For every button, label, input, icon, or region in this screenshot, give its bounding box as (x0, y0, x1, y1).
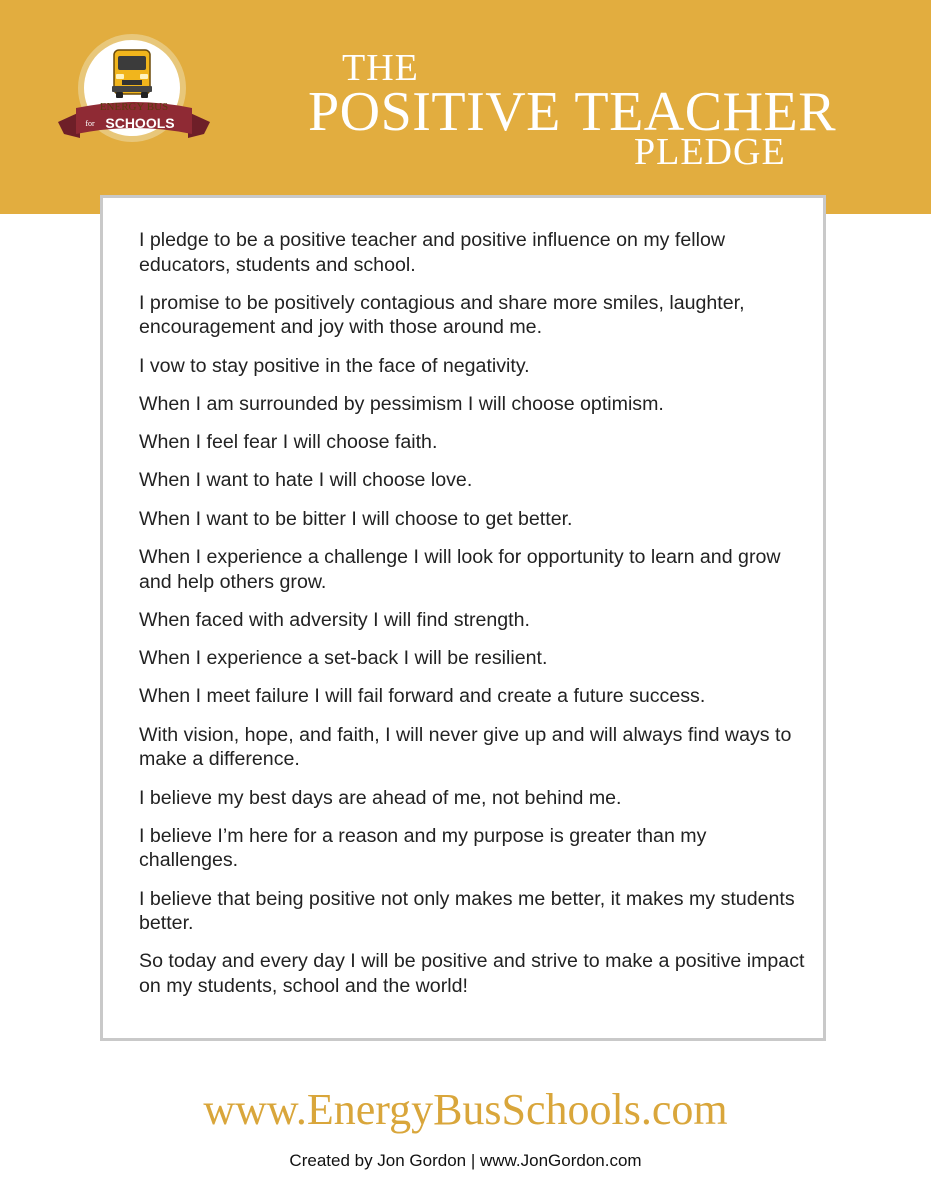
pledge-line: I pledge to be a positive teacher and positive influence on my fellow educators, students and school. (139, 229, 725, 276)
pledge-line: When I meet failure I will fail forward and create a future success. (139, 685, 706, 708)
pledge-line: So today and every day I will be positive and strive to make a positive impact on my students, school and the world! (139, 950, 805, 997)
pledge-line: I believe I’m here for a reason and my purpose is greater than my challenges. (139, 824, 707, 872)
pledge-line: When I want to hate I will choose love. (139, 469, 473, 492)
header-banner (0, 0, 931, 214)
school-bus-icon (50, 30, 220, 160)
logo-bottom-text: SCHOOLS (105, 115, 175, 131)
pledge-line: When I feel fear I will choose faith. (139, 431, 438, 454)
pledge-line: When I am surrounded by pessimism I will choose optimism. (139, 392, 664, 415)
title-line-the: THE (342, 47, 419, 89)
pledge-line: I vow to stay positive in the face of negativity. (139, 354, 530, 377)
pledge-line: When I experience a set-back I will be resilient. (139, 647, 548, 670)
footer-website-link[interactable]: www.EnergyBusSchools.com (203, 1085, 728, 1134)
pledge-list (139, 228, 809, 1012)
logo-small-text: for (85, 119, 95, 128)
energy-bus-schools-logo (50, 30, 220, 160)
footer-credit: Created by Jon Gordon | www.JonGordon.com (289, 1151, 642, 1170)
pledge-card (100, 195, 826, 1041)
pledge-line: When faced with adversity I will find strength. (139, 608, 530, 631)
pledge-line: When I experience a challenge I will look for opportunity to learn and grow and help others grow. (139, 546, 781, 593)
title-line-pledge: PLEDGE (634, 131, 786, 173)
pledge-line: I believe my best days are ahead of me, not behind me. (139, 786, 622, 809)
pledge-line: I believe that being positive not only makes me better, it makes my students better. (139, 887, 795, 935)
pledge-line: When I want to be bitter I will choose to get better. (139, 507, 573, 530)
logo-top-text: ENERGY BUS (99, 101, 169, 113)
page-title (300, 40, 900, 180)
title-line-main: POSITIVE TEACHER (308, 81, 837, 143)
pledge-line: With vision, hope, and faith, I will never give up and will always find ways to make a difference. (139, 723, 792, 771)
pledge-line: I promise to be positively contagious and share more smiles, laughter, encouragement and joy with those around me. (139, 291, 745, 339)
